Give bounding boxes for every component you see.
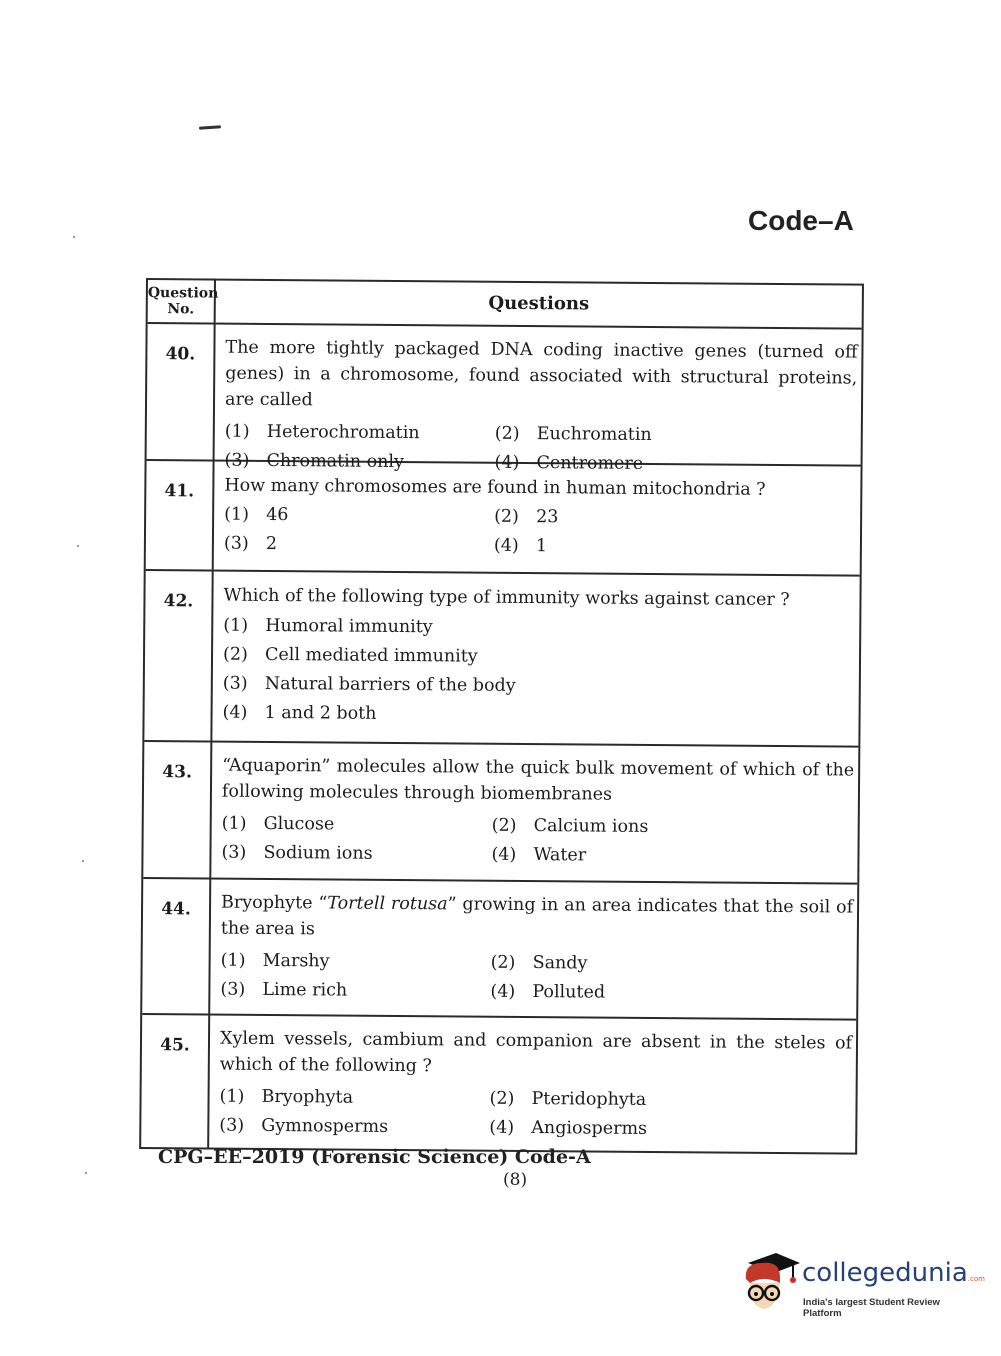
option[interactable]: (3) Lime rich bbox=[220, 979, 348, 1001]
collegedunia-logo[interactable] bbox=[740, 1249, 985, 1319]
option[interactable]: (3) Gymnosperms bbox=[219, 1115, 389, 1137]
option[interactable]: (1) Marshy bbox=[220, 950, 330, 972]
question-body bbox=[215, 325, 862, 474]
brand-name: collegedunia.com bbox=[802, 1258, 985, 1288]
option[interactable]: (1) 46 bbox=[224, 504, 289, 526]
scan-dot bbox=[73, 236, 75, 238]
option[interactable]: (3) Natural barriers of the body bbox=[222, 673, 516, 696]
scan-mark bbox=[199, 125, 221, 130]
question-number: 40. bbox=[147, 324, 216, 460]
options bbox=[221, 810, 853, 873]
option[interactable]: (4) Centromere bbox=[494, 452, 644, 474]
mascot-icon bbox=[740, 1249, 800, 1313]
question-text: Which of the following type of immunity works against cancer ? bbox=[223, 585, 790, 611]
question-number: 45. bbox=[141, 1015, 210, 1148]
questions-header: Questions bbox=[488, 292, 590, 315]
options bbox=[220, 947, 852, 1010]
option[interactable]: (2) 23 bbox=[494, 506, 559, 528]
exam-footer: CPG–EE–2019 (Forensic Science) Code-A bbox=[158, 1146, 591, 1168]
option[interactable]: (4) Water bbox=[491, 844, 587, 866]
options bbox=[224, 501, 856, 564]
option[interactable]: (2) Cell mediated immunity bbox=[222, 644, 478, 667]
code-title: Code–A bbox=[748, 205, 854, 236]
question-row bbox=[142, 879, 857, 1021]
options bbox=[222, 612, 855, 733]
question-text: Bryophyte “Tortell rotusa” growing in an area indicates that the soil of the area is bbox=[220, 892, 854, 940]
option[interactable]: (3) Chromatin only bbox=[224, 450, 404, 473]
question-row bbox=[146, 461, 861, 577]
option[interactable]: (4) 1 bbox=[493, 535, 548, 557]
option[interactable]: (3) Sodium ions bbox=[221, 842, 373, 864]
question-body bbox=[214, 462, 861, 575]
question-row bbox=[147, 324, 862, 474]
question-text: Xylem vessels, cambium and companion are absent in the steles of which of the following ? bbox=[219, 1028, 853, 1077]
question-text: How many chromosomes are found in human mitochondria ? bbox=[224, 475, 766, 500]
option[interactable]: (2) Euchromatin bbox=[494, 423, 652, 445]
question-row bbox=[141, 1015, 856, 1153]
question-number: 41. bbox=[146, 461, 215, 570]
option[interactable]: (4) Polluted bbox=[490, 981, 606, 1003]
question-body bbox=[209, 1016, 856, 1153]
question-number-header: Question No. bbox=[148, 280, 216, 323]
question-number: 42. bbox=[144, 571, 213, 741]
question-row bbox=[144, 571, 859, 748]
scan-dot bbox=[82, 860, 84, 862]
scan-dot bbox=[77, 545, 79, 547]
options bbox=[219, 1083, 851, 1146]
option[interactable]: (2) Calcium ions bbox=[491, 815, 649, 837]
question-body bbox=[210, 880, 857, 1019]
option[interactable]: (4) Angiosperms bbox=[489, 1117, 648, 1139]
option[interactable]: (1) Bryophyta bbox=[219, 1086, 354, 1108]
question-text: “Aquaporin” molecules allow the quick bulk movement of which of the following molecules through biomembranes bbox=[221, 755, 855, 805]
question-body bbox=[211, 743, 858, 883]
question-number: 43. bbox=[143, 742, 212, 878]
option[interactable]: (1) Heterochromatin bbox=[224, 421, 420, 444]
option[interactable]: (2) Pteridophyta bbox=[489, 1088, 647, 1110]
question-number: 44. bbox=[142, 879, 211, 1014]
scan-dot bbox=[85, 1172, 87, 1174]
page-number: (8) bbox=[503, 1170, 528, 1190]
questions-table bbox=[139, 278, 864, 1155]
option[interactable]: (3) 2 bbox=[223, 533, 278, 555]
question-text: The more tightly packaged DNA coding inactive genes (turned off genes) in a chromosome, found associated with structural proteins, are called bbox=[224, 337, 858, 411]
question-row bbox=[143, 742, 858, 885]
option[interactable]: (4) 1 and 2 both bbox=[222, 702, 377, 724]
option[interactable]: (1) Humoral immunity bbox=[223, 615, 433, 638]
option[interactable]: (1) Glucose bbox=[221, 813, 335, 835]
question-body bbox=[212, 572, 859, 746]
table-header bbox=[148, 280, 862, 330]
option[interactable]: (2) Sandy bbox=[490, 952, 588, 974]
brand-tagline: India's largest Student Review Platform bbox=[803, 1297, 940, 1319]
